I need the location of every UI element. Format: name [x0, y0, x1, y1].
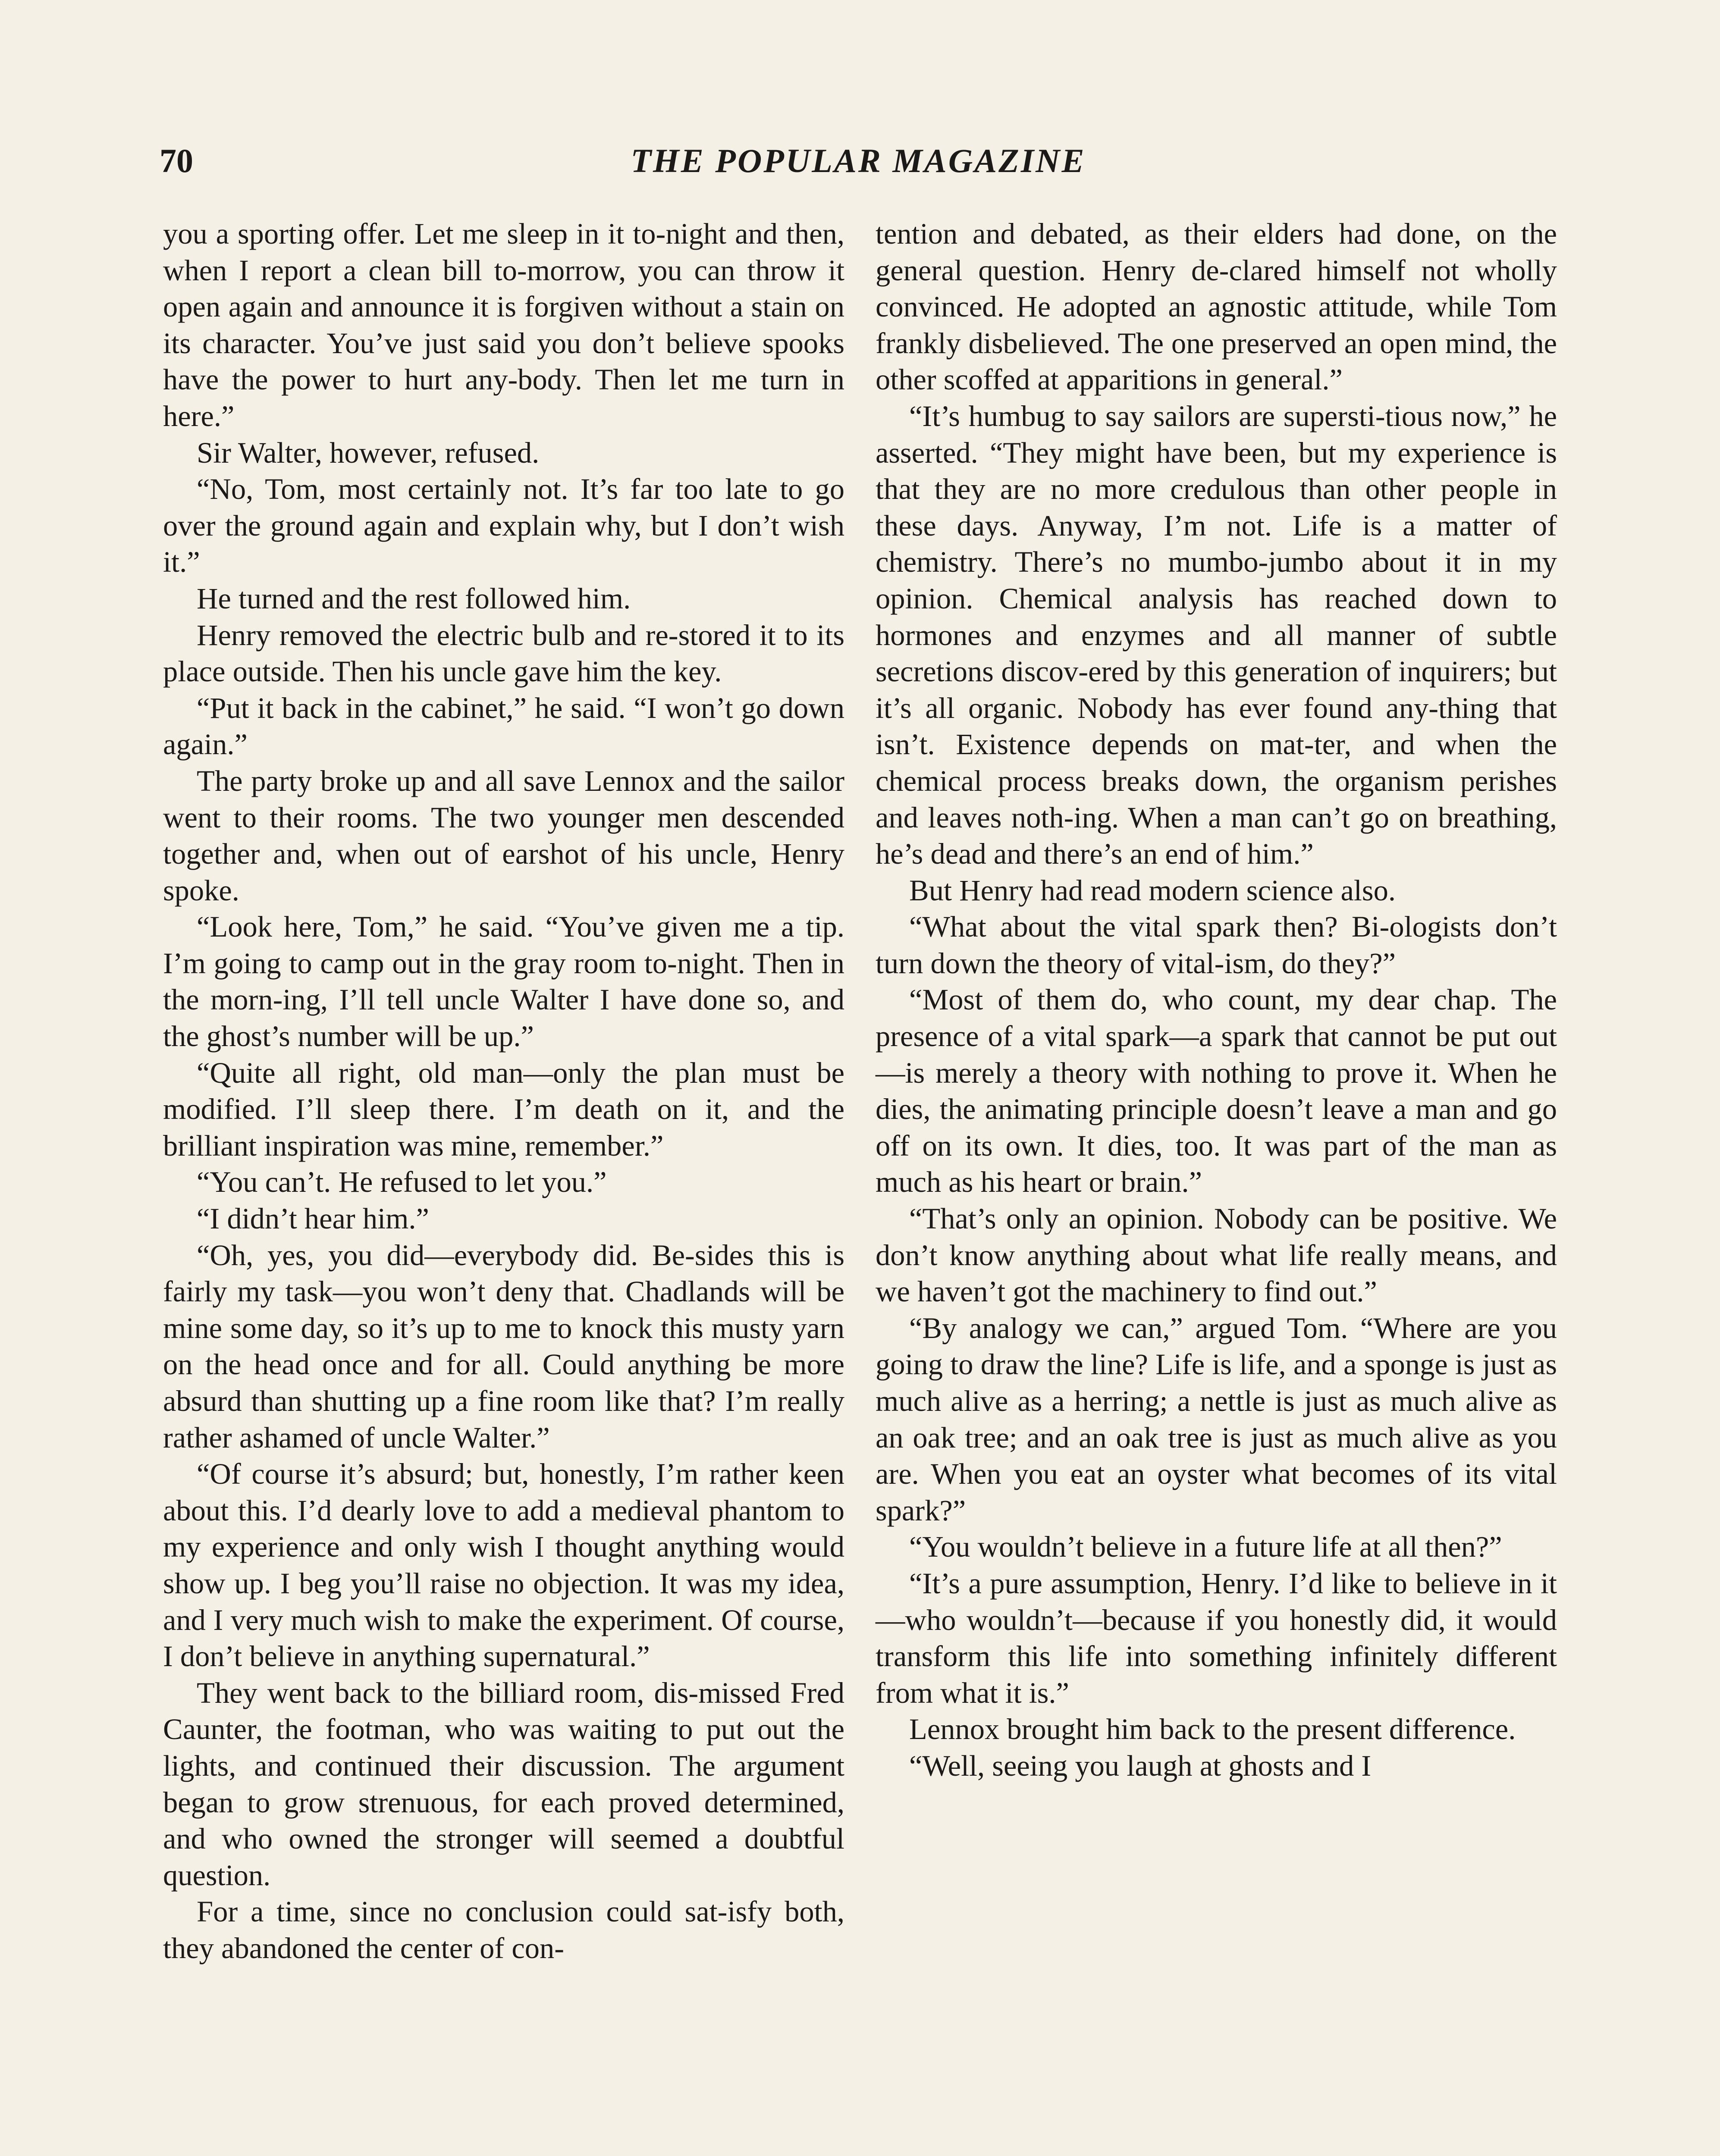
- paragraph: tention and debated, as their elders had done, on the general question. Henry de-clared himself not wholly convinced. He adopted an agnostic attitude, while Tom frankly disbelieved. The one preserved an open mind, the other scoffed at apparitions in general.”: [876, 217, 1557, 396]
- paragraph: The party broke up and all save Lennox and the sailor went to their rooms. The two younger men descended together and, when out of earshot of his uncle, Henry spoke.: [163, 764, 844, 907]
- paragraph: “Look here, Tom,” he said. “You’ve given me a tip. I’m going to camp out in the gray room to-night. Then in the morn-ing, I’ll tell uncle Walter I have done so, and the ghost’s number will be up.”: [163, 910, 844, 1053]
- paragraph: “Oh, yes, you did—everybody did. Be-sides this is fairly my task—you won’t deny that. Chadlands will be mine some day, so it’s up to me to knock this musty yarn on the head once and for all. Could anything be more absurd than shutting up a fine room like that? I’m really rather ashamed of uncle Walter.”: [163, 1238, 844, 1454]
- paragraph: “Most of them do, who count, my dear chap. The presence of a vital spark—a spark that cannot be put out—is merely a theory with nothing to prove it. When he dies, the animating principle doesn’t leave a man and go off on its own. It dies, too. It was part of the man as much as his heart or brain.”: [876, 983, 1557, 1199]
- paragraph: “What about the vital spark then? Bi-ologists don’t turn down the theory of vital-ism, do they?”: [876, 910, 1557, 980]
- page-number: 70: [160, 142, 193, 179]
- paragraph: “No, Tom, most certainly not. It’s far too late to go over the ground again and explain why, but I don’t wish it.”: [163, 473, 844, 579]
- paragraph: For a time, since no conclusion could sat-isfy both, they abandoned the center of con-: [163, 1895, 844, 1965]
- paragraph: “By analogy we can,” argued Tom. “Where are you going to draw the line? Life is life, and a sponge is just as much alive as a herring; a nettle is just as much alive as an oak tree; and an oak tree is just as much alive as you are. When you eat an oyster what becomes of its vital spark?”: [876, 1311, 1557, 1527]
- paragraph: Henry removed the electric bulb and re-stored it to its place outside. Then his uncle gave him the key.: [163, 618, 844, 688]
- paragraph: Sir Walter, however, refused.: [197, 436, 540, 469]
- right-column: [876, 216, 1557, 1784]
- paragraph: “It’s a pure assumption, Henry. I’d like to believe in it—who wouldn’t—because if you honestly did, it would transform this life into something infinitely different from what it is.”: [876, 1567, 1557, 1709]
- page-header: [160, 137, 1557, 185]
- paragraph: They went back to the billiard room, dis-missed Fred Caunter, the footman, who was waiting to put out the lights, and continued their discussion. The argument began to grow strenuous, for each proved determined, and who owned the stronger will seemed a doubtful question.: [163, 1676, 844, 1892]
- paragraph: “You can’t. He refused to let you.”: [197, 1166, 607, 1199]
- paragraph: He turned and the rest followed him.: [197, 582, 631, 615]
- paragraph: “Of course it’s absurd; but, honestly, I’m rather keen about this. I’d dearly love to add a medieval phantom to my experience and only wish I thought anything would show up. I beg you’ll raise no objection. It was my idea, and I very much wish to make the experiment. Of course, I don’t believe in anything supernatural.”: [163, 1457, 844, 1673]
- paragraph: “It’s humbug to say sailors are supersti-tious now,” he asserted. “They might have been, but my experience is that they are no more credulous than other people in these days. Anyway, I’m not. Life is a matter of chemistry. There’s no mumbo-jumbo about it in my opinion. Chemical analysis has reached down to hormones and enzymes and all manner of subtle secretions discov-ered by this generation of inquirers; but it’s all organic. Nobody has ever found any-thing that isn’t. Existence depends on mat-ter, and when the chemical process breaks down, the organism perishes and leaves noth-ing. When a man can’t go on breathing, he’s dead and there’s an end of him.”: [876, 399, 1557, 871]
- paragraph: “Well, seeing you laugh at ghosts and I: [909, 1749, 1372, 1782]
- paragraph: “Put it back in the cabinet,” he said. “I won’t go down again.”: [163, 691, 844, 761]
- paragraph: “You wouldn’t believe in a future life at all then?”: [909, 1530, 1502, 1564]
- paragraph: “Quite all right, old man—only the plan must be modified. I’ll sleep there. I’m death on it, and the brilliant inspiration was mine, remember.”: [163, 1056, 844, 1162]
- paragraph: “I didn’t hear him.”: [197, 1202, 429, 1235]
- paragraph: Lennox brought him back to the present difference.: [909, 1713, 1516, 1746]
- paragraph: But Henry had read modern science also.: [909, 874, 1396, 907]
- left-column: [163, 216, 844, 1967]
- paragraph: you a sporting offer. Let me sleep in it to-night and then, when I report a clean bill to-morrow, you can throw it open again and announce it is forgiven without a stain on its character. You’ve just said you don’t believe spooks have the power to hurt any-body. Then let me turn in here.”: [163, 217, 844, 432]
- running-head: THE POPULAR MAGAZINE: [631, 142, 1086, 179]
- paragraph: “That’s only an opinion. Nobody can be positive. We don’t know anything about what life really means, and we haven’t got the machinery to find out.”: [876, 1202, 1557, 1308]
